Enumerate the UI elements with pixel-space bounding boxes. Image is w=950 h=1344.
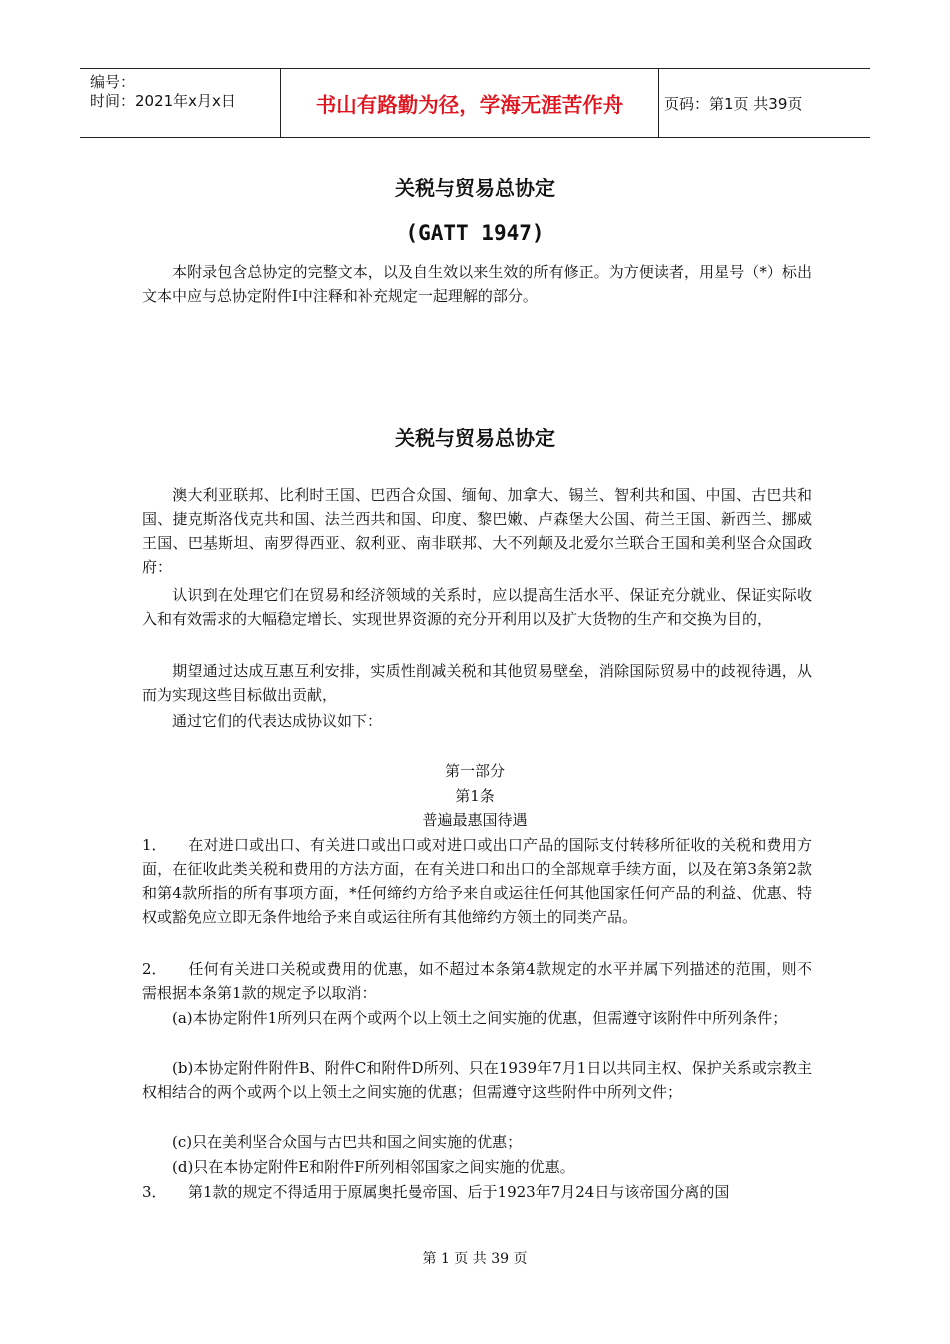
- clause-2: 2． 任何有关进口关税或费用的优惠，如不超过本条第4款规定的水平并属下列描述的范围，则不需根据本条第1款的规定予以取消：: [142, 960, 812, 1002]
- clause-3: 3． 第1款的规定不得适用于原属奥托曼帝国、后于1923年7月24日与该帝国分离的国: [142, 1183, 730, 1201]
- intro-paragraph: 本附录包含总协定的完整文本，以及自生效以来生效的所有修正。为方便读者，用星号（*）标出文本中应与总协定附件Ⅰ中注释和补充规定一起理解的部分。: [142, 263, 812, 305]
- header-meta: [80, 69, 280, 137]
- doc-title-2: 关税与贸易总协定: [395, 426, 555, 450]
- preamble-paragraph-4: 通过它们的代表达成协议如下：: [172, 712, 383, 730]
- preamble-paragraph-1: 澳大利亚联邦、比利时王国、巴西合众国、缅甸、加拿大、锡兰、智利共和国、中国、古巴共和国、捷克斯洛伐克共和国、法兰西共和国、印度、黎巴嫩、卢森堡大公国、荷兰王国、新西兰、挪威王国、巴基斯坦、南罗得西亚、叙利亚、南非联邦、大不列颠及北爱尔兰联合王国和美利坚合众国政府：: [142, 486, 812, 576]
- clause-1: 1． 在对进口或出口、有关进口或出口或对进口或出口产品的国际支付转移所征收的关税和费用方面，在征收此类关税和费用的方法方面，在有关进口和出口的全部规章手续方面，以及在第3条第2款和第4款所指的所有事项方面，*任何缔约方给予来自或运往任何其他国家任何产品的利益、优惠、特权或豁免应立即无条件地给予来自或运往所有其他缔约方领土的同类产品。: [142, 836, 812, 926]
- part-heading: 第一部分: [444, 762, 505, 780]
- header-motto: 书山有路勤为径，学海无涯苦作舟: [280, 69, 659, 137]
- clause-2a: (a)本协定附件1所列只在两个或两个以上领土之间实施的优惠，但需遵守该附件中所列条件；: [172, 1009, 788, 1027]
- doc-date-label: 时间：2021年x月x日: [90, 92, 236, 110]
- header-page-number: 页码：第1页 共39页: [664, 94, 803, 113]
- doc-title: 关税与贸易总协定: [395, 176, 555, 200]
- doc-subtitle: (GATT 1947): [405, 221, 545, 245]
- preamble-paragraph-3: 期望通过达成互惠互利安排，实质性削减关税和其他贸易壁垒，消除国际贸易中的歧视待遇，从而为实现这些目标做出贡献，: [142, 662, 812, 704]
- clause-2d: (d)只在本协定附件E和附件F所列相邻国家之间实施的优惠。: [172, 1158, 575, 1176]
- article-title: 普遍最惠国待遇: [422, 811, 528, 829]
- article-heading: 第1条: [455, 787, 495, 805]
- clause-2b: (b)本协定附件附件B、附件C和附件D所列、只在1939年7月1日以共同主权、保护关系或宗教主权相结合的两个或两个以上领土之间实施的优惠；但需遵守这些附件中所列文件；: [142, 1059, 812, 1101]
- document-header: [80, 68, 870, 138]
- doc-number-label: 编号：: [90, 73, 136, 91]
- clause-2c: (c)只在美利坚合众国与古巴共和国之间实施的优惠；: [172, 1133, 523, 1151]
- page-footer: 第 1 页 共 39 页: [422, 1251, 528, 1267]
- preamble-paragraph-2: 认识到在处理它们在贸易和经济领域的关系时，应以提高生活水平、保证充分就业、保证实际收入和有效需求的大幅稳定增长、实现世界资源的充分开利用以及扩大货物的生产和交换为目的，: [142, 586, 812, 628]
